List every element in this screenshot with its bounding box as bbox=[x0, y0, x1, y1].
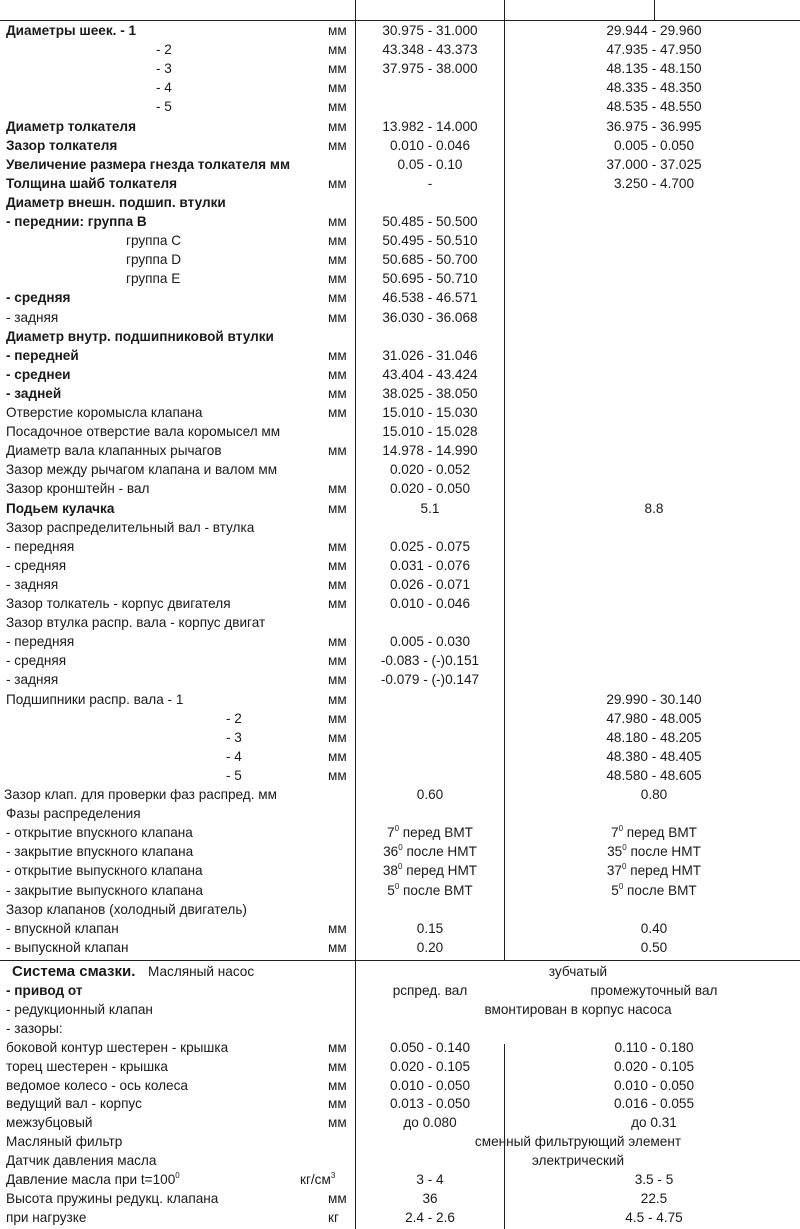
table-row bbox=[0, 403, 800, 422]
table-row bbox=[0, 1094, 800, 1113]
row-label: Диаметр внутр. подшипниковой втулки bbox=[6, 328, 274, 344]
row-unit: мм bbox=[328, 137, 347, 153]
table-row bbox=[0, 938, 800, 957]
table-row bbox=[0, 981, 800, 1000]
table-row bbox=[0, 804, 800, 823]
row-unit: мм bbox=[328, 271, 347, 287]
value-900: 38.025 - 38.050 bbox=[382, 385, 478, 401]
table-row bbox=[0, 499, 800, 518]
row-label: - передней bbox=[6, 347, 79, 363]
table-row bbox=[0, 861, 800, 880]
row-unit: мм bbox=[328, 920, 347, 936]
table-row bbox=[0, 842, 800, 861]
value-1100-1300: 0.010 - 0.050 bbox=[613, 1077, 695, 1093]
value-1100-1300: 48.380 - 48.405 bbox=[606, 748, 702, 764]
value-900: 0.050 - 0.140 bbox=[389, 1039, 471, 1055]
table-row bbox=[0, 384, 800, 403]
value-900: 50.695 - 50.710 bbox=[382, 271, 478, 287]
row-label: Зазор втулка распр. вала - корпус двигат bbox=[6, 615, 266, 631]
table-row bbox=[0, 212, 800, 231]
row-unit: мм bbox=[328, 596, 347, 611]
row-unit: $кг/см^3$ bbox=[300, 1171, 336, 1187]
row-label: ведущий вал - корпус bbox=[6, 1096, 142, 1112]
value-1100-1300: 0.40 bbox=[640, 920, 668, 936]
row-label: Диаметр толкателя bbox=[6, 118, 137, 134]
value-1100-1300: 48.580 - 48.605 bbox=[606, 767, 702, 783]
row-label: - открытие выпускного клапана bbox=[6, 863, 203, 879]
row-label: - средняя bbox=[6, 653, 67, 669]
table-row bbox=[0, 1151, 800, 1170]
value-900: 0.005 - 0.030 bbox=[389, 634, 471, 650]
value-1100-1300: 36.975 - 36.995 bbox=[606, 118, 702, 134]
row-label: - 3 bbox=[226, 729, 242, 745]
row-label: Подшипники распр. вала - 1 bbox=[6, 691, 184, 707]
value-900: 0.010 - 0.046 bbox=[389, 596, 471, 611]
table-row bbox=[0, 785, 800, 804]
row-label: - привод от bbox=[6, 983, 83, 998]
value-1100-1300: $5^0$ после ВМТ bbox=[611, 881, 697, 898]
row-label: Увеличение размера гнезда толкателя мм bbox=[6, 156, 291, 172]
value-900: 3 - 4 bbox=[416, 1172, 444, 1187]
row-unit: мм bbox=[328, 23, 347, 38]
row-label: Диаметр внешн. подшип. втулки bbox=[6, 194, 226, 210]
value-900: 31.026 - 31.046 bbox=[382, 347, 478, 363]
value-1100-1300: 48.180 - 48.205 bbox=[606, 729, 702, 745]
table-row bbox=[0, 1076, 800, 1095]
row-label: - 5 bbox=[156, 99, 172, 115]
table-row bbox=[0, 21, 800, 40]
value-1100-1300: 48.535 - 48.550 bbox=[606, 99, 702, 115]
table-row bbox=[0, 479, 800, 498]
table-row bbox=[0, 881, 800, 900]
row-unit: мм bbox=[328, 557, 347, 573]
row-label: - задняя bbox=[6, 672, 59, 688]
value-900: 0.020 - 0.052 bbox=[389, 462, 471, 478]
row-unit: мм bbox=[328, 385, 347, 401]
table-row bbox=[0, 613, 800, 632]
row-unit: мм bbox=[328, 748, 347, 764]
row-unit: мм bbox=[328, 252, 347, 268]
row-label: Фазы распределения bbox=[6, 806, 141, 822]
row-unit: мм bbox=[328, 939, 347, 955]
table-row bbox=[0, 269, 800, 288]
row-label: - задней bbox=[6, 385, 62, 401]
table-row bbox=[0, 422, 800, 441]
value-1100-1300: 0.50 bbox=[640, 939, 668, 955]
row-label: Датчик давления масла bbox=[6, 1153, 157, 1169]
table-row bbox=[0, 365, 800, 384]
table-row bbox=[0, 1170, 800, 1189]
row-label: ведомое колесо - ось колеса bbox=[6, 1077, 188, 1093]
table-row bbox=[0, 728, 800, 747]
row-unit: мм bbox=[328, 405, 347, 420]
table-row bbox=[0, 537, 800, 556]
table-row bbox=[0, 250, 800, 269]
row-label: - открытие впускного клапана bbox=[6, 825, 193, 841]
row-unit: мм bbox=[328, 80, 347, 96]
row-value-merged: электрический bbox=[531, 1153, 625, 1169]
table-row bbox=[0, 709, 800, 728]
value-1100-1300: 0.005 - 0.050 bbox=[613, 137, 695, 153]
row-label: - передняя bbox=[6, 634, 75, 650]
value-1100-1300: 29.990 - 30.140 bbox=[606, 691, 702, 707]
row-label: - задняя bbox=[6, 576, 59, 592]
table-row bbox=[0, 288, 800, 307]
table-row bbox=[0, 231, 800, 250]
value-900: 15.010 - 15.030 bbox=[382, 405, 478, 420]
value-900: $5^0$ после ВМТ bbox=[387, 881, 473, 898]
table-row bbox=[0, 155, 800, 174]
row-unit: мм bbox=[328, 443, 347, 459]
value-900: рспред. вал bbox=[392, 983, 468, 998]
lube-title-row bbox=[0, 962, 800, 981]
row-label: торец шестерен - крышка bbox=[6, 1058, 168, 1074]
row-value-merged: сменный фильтрующий элемент bbox=[474, 1134, 682, 1150]
table-row bbox=[0, 136, 800, 155]
table-row bbox=[0, 327, 800, 346]
row-unit: мм bbox=[328, 710, 347, 726]
pump-label: Масляный насос bbox=[148, 964, 255, 979]
value-1100-1300: $7^0$ перед ВМТ bbox=[611, 824, 697, 841]
row-label: межзубцовый bbox=[6, 1115, 93, 1131]
value-900: 0.05 - 0.10 bbox=[397, 156, 463, 172]
value-900: 37.975 - 38.000 bbox=[382, 61, 478, 77]
table-row bbox=[0, 518, 800, 537]
table-row bbox=[0, 632, 800, 651]
value-900: 15.010 - 15.028 bbox=[382, 424, 478, 440]
table-row bbox=[0, 1113, 800, 1132]
row-unit: мм bbox=[328, 576, 347, 592]
value-900: 36.030 - 36.068 bbox=[382, 309, 478, 325]
row-label: - 3 bbox=[156, 61, 172, 77]
value-900: 0.026 - 0.071 bbox=[389, 576, 471, 592]
value-900: 50.485 - 50.500 bbox=[382, 214, 478, 229]
table-row bbox=[0, 1000, 800, 1019]
value-900: 5.1 bbox=[420, 500, 440, 516]
table-row bbox=[0, 556, 800, 575]
row-label: - зазоры: bbox=[6, 1020, 63, 1036]
row-label: - передняя bbox=[6, 538, 75, 554]
row-unit: мм bbox=[328, 767, 347, 783]
table-row bbox=[0, 747, 800, 766]
row-unit: мм bbox=[328, 1115, 347, 1131]
value-1100-1300: промежуточный вал bbox=[590, 983, 718, 998]
value-1100-1300: 47.980 - 48.005 bbox=[606, 710, 702, 726]
row-label: Масляный фильтр bbox=[6, 1134, 123, 1150]
row-unit: мм bbox=[328, 538, 347, 554]
row-unit: мм bbox=[328, 61, 347, 77]
row-label: - средняя bbox=[6, 557, 67, 573]
row-label: Диаметры шеек. - 1 bbox=[6, 23, 137, 38]
row-unit: мм bbox=[328, 290, 347, 306]
row-unit: мм bbox=[328, 1190, 347, 1206]
row-unit: мм bbox=[328, 366, 347, 382]
table-row bbox=[0, 441, 800, 460]
row-label: Зазор распределительный вал - втулка bbox=[6, 519, 255, 535]
value-1100-1300: 0.020 - 0.105 bbox=[613, 1058, 695, 1074]
table-row bbox=[0, 766, 800, 785]
value-900: 0.15 bbox=[416, 920, 444, 936]
table-row bbox=[0, 690, 800, 709]
value-900: 0.020 - 0.105 bbox=[389, 1058, 471, 1074]
row-unit: кг bbox=[328, 1209, 339, 1225]
value-900: 30.975 - 31.000 bbox=[382, 23, 478, 38]
table-row bbox=[0, 308, 800, 327]
value-1100-1300: 0.016 - 0.055 bbox=[613, 1096, 695, 1112]
value-900: 2.4 - 2.6 bbox=[405, 1209, 455, 1225]
value-900: 0.020 - 0.050 bbox=[389, 481, 471, 497]
table-row bbox=[0, 460, 800, 479]
row-unit: мм bbox=[328, 500, 347, 516]
table-row bbox=[0, 346, 800, 365]
header-divider-1300 bbox=[654, 0, 655, 20]
value-900: $7^0$ перед ВМТ bbox=[387, 824, 473, 841]
row-unit: мм bbox=[328, 691, 347, 707]
row-unit: мм bbox=[328, 175, 347, 191]
row-label: - впускной клапан bbox=[6, 920, 119, 936]
table-row bbox=[0, 900, 800, 919]
value-900: 0.010 - 0.046 bbox=[389, 137, 471, 153]
table-row bbox=[0, 40, 800, 59]
row-label: Давление масла при $t=100^0$ bbox=[6, 1171, 180, 1187]
value-1100-1300: 4.5 - 4.75 bbox=[625, 1209, 683, 1225]
value-1100-1300: 48.135 - 48.150 bbox=[606, 61, 702, 77]
table-row bbox=[0, 117, 800, 136]
value-1100-1300: 3.250 - 4.700 bbox=[613, 175, 695, 191]
row-unit: мм bbox=[328, 672, 347, 688]
value-1100-1300: 0.110 - 0.180 bbox=[614, 1039, 694, 1055]
value-900: - bbox=[427, 175, 433, 191]
value-900: 36 bbox=[422, 1190, 438, 1206]
value-1100-1300: до 0.31 bbox=[631, 1115, 677, 1131]
row-label: - 5 bbox=[226, 767, 242, 783]
table-row bbox=[0, 651, 800, 670]
value-900: -0.079 - (-)0.147 bbox=[380, 672, 480, 688]
row-unit: мм bbox=[328, 1077, 347, 1093]
value-900: до 0.080 bbox=[403, 1115, 457, 1131]
table-row bbox=[0, 1208, 800, 1227]
table-row bbox=[0, 193, 800, 212]
row-unit: мм bbox=[328, 729, 347, 745]
row-unit: мм bbox=[328, 347, 347, 363]
row-label: - задняя bbox=[6, 309, 59, 325]
value-900: $38^0$ перед НМТ bbox=[382, 862, 478, 879]
table-row bbox=[0, 174, 800, 193]
value-900: 50.685 - 50.700 bbox=[382, 252, 478, 268]
row-unit: мм bbox=[328, 42, 347, 58]
value-900: -0.083 - (-)0.151 bbox=[380, 653, 480, 669]
row-label: Отверстие коромысла клапана bbox=[6, 405, 203, 420]
row-label: Высота пружины редукц. клапана bbox=[6, 1190, 219, 1206]
value-1100-1300: $35^0$ после НМТ bbox=[607, 843, 701, 860]
row-label: - переднии: группа B bbox=[6, 214, 147, 229]
value-900: 0.013 - 0.050 bbox=[389, 1096, 471, 1112]
row-label: Зазор клап. для проверки фаз распред. мм bbox=[4, 787, 277, 802]
row-unit: мм bbox=[328, 99, 347, 115]
row-label: - среднеи bbox=[6, 366, 71, 382]
value-900: 0.20 bbox=[416, 939, 444, 955]
lube-section-title: Система смазки. bbox=[12, 963, 136, 980]
row-label: - 4 bbox=[226, 748, 242, 764]
row-label: Подьем кулачка bbox=[6, 500, 115, 516]
row-label: Диаметр вала клапанных рычагов bbox=[6, 443, 222, 459]
table-row bbox=[0, 1132, 800, 1151]
value-1100-1300: 22.5 bbox=[640, 1190, 668, 1206]
row-label: Зазор кронштейн - вал bbox=[6, 481, 150, 497]
row-label: - закрытие выпускного клапана bbox=[6, 882, 203, 898]
row-value-merged: вмонтирован в корпус насоса bbox=[484, 1001, 672, 1017]
value-1100-1300: 8.8 bbox=[644, 500, 664, 516]
table-row bbox=[0, 575, 800, 594]
value-900: 0.60 bbox=[416, 787, 444, 802]
row-label: - редукционный клапан bbox=[6, 1001, 153, 1017]
row-unit: мм bbox=[328, 214, 347, 229]
row-label: группа D bbox=[126, 252, 182, 268]
table-row bbox=[0, 1189, 800, 1208]
table-row bbox=[0, 919, 800, 938]
value-1100-1300: 47.935 - 47.950 bbox=[606, 42, 702, 58]
row-label: при нагрузке bbox=[6, 1209, 87, 1225]
value-900: 50.495 - 50.510 bbox=[382, 233, 478, 249]
row-label: - закрытие впускного клапана bbox=[6, 844, 194, 860]
table-row bbox=[0, 78, 800, 97]
row-unit: мм bbox=[328, 653, 347, 669]
row-unit: мм bbox=[328, 1058, 347, 1074]
row-unit: мм bbox=[328, 233, 347, 249]
value-900: $36^0$ после НМТ bbox=[383, 843, 477, 860]
value-1100-1300: 3.5 - 5 bbox=[634, 1172, 674, 1187]
row-label: Зазор клапанов (холодный двигатель) bbox=[6, 901, 247, 917]
row-label: группа E bbox=[126, 271, 181, 287]
row-label: - 2 bbox=[226, 710, 242, 726]
table-row bbox=[0, 97, 800, 116]
table-row bbox=[0, 1057, 800, 1076]
value-900: 0.031 - 0.076 bbox=[389, 557, 471, 573]
value-900: 13.982 - 14.000 bbox=[382, 118, 478, 134]
row-unit: мм bbox=[328, 1039, 347, 1055]
value-1100-1300: $37^0$ перед НМТ bbox=[606, 862, 702, 879]
pump-value: зубчатый bbox=[548, 964, 608, 979]
row-label: - выпускной клапан bbox=[6, 939, 129, 955]
value-900: 46.538 - 46.571 bbox=[382, 290, 478, 306]
value-900: 43.348 - 43.373 bbox=[382, 42, 478, 58]
row-label: - средняя bbox=[6, 290, 71, 306]
table-row bbox=[0, 594, 800, 613]
table-row bbox=[0, 1038, 800, 1057]
row-label: Зазор толкатель - корпус двигателя bbox=[6, 596, 231, 611]
table-row bbox=[0, 670, 800, 689]
row-label: - 4 bbox=[156, 80, 172, 96]
table-row bbox=[0, 823, 800, 842]
value-1100-1300: 37.000 - 37.025 bbox=[606, 156, 702, 172]
table-row bbox=[0, 1019, 800, 1038]
value-1100-1300: 0.80 bbox=[640, 787, 668, 802]
row-label: боковой контур шестерен - крышка bbox=[6, 1039, 229, 1055]
value-1100-1300: 48.335 - 48.350 bbox=[606, 80, 702, 96]
row-label: Зазор между рычагом клапана и валом мм bbox=[6, 462, 278, 478]
value-900: 43.404 - 43.424 bbox=[382, 366, 478, 382]
value-900: 0.025 - 0.075 bbox=[389, 538, 471, 554]
row-label: - 2 bbox=[156, 42, 172, 58]
row-unit: мм bbox=[328, 1096, 347, 1112]
row-label: Посадочное отверстие вала коромысел мм bbox=[6, 424, 281, 440]
row-unit: мм bbox=[328, 481, 347, 497]
row-unit: мм bbox=[328, 309, 347, 325]
row-label: группа C bbox=[126, 233, 182, 249]
value-900: 0.010 - 0.050 bbox=[389, 1077, 471, 1093]
value-900: 14.978 - 14.990 bbox=[382, 443, 478, 459]
table-row bbox=[0, 59, 800, 78]
section-rule bbox=[0, 960, 800, 961]
row-unit: мм bbox=[328, 118, 347, 134]
row-unit: мм bbox=[328, 634, 347, 650]
row-label: Зазор толкателя bbox=[6, 137, 118, 153]
value-1100-1300: 29.944 - 29.960 bbox=[606, 23, 702, 38]
row-label: Толщина шайб толкателя bbox=[6, 175, 178, 191]
